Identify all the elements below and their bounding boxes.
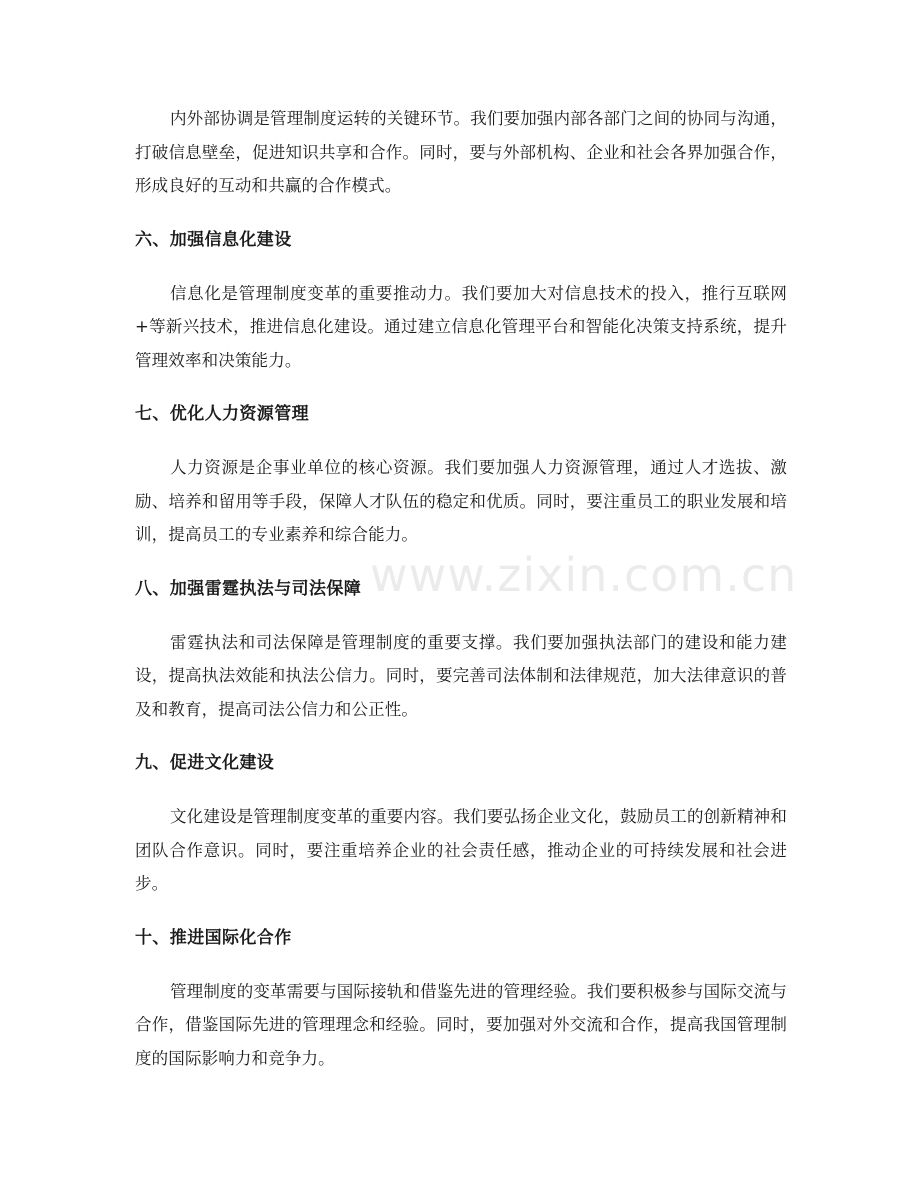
- document-body: [135, 102, 787, 1075]
- section-paragraph-10: 管理制度的变革需要与国际接轨和借鉴先进的管理经验。我们要积极参与国际交流与合作，借鉴国际先进的管理理念和经验。同时，要加强对外交流和合作，提高我国管理制度的国际影响力和竞争力。: [135, 981, 787, 1068]
- section-heading-8: 八、加强雷霆执法与司法保障: [135, 578, 362, 599]
- section-paragraph-6: 信息化是管理制度变革的重要推动力。我们要加大对信息技术的投入，推行互联网+等新兴技术，推进信息化建设。通过建立信息化管理平台和智能化决策支持系统，提升管理效率和决策能力。: [135, 283, 787, 370]
- intro-paragraph: 内外部协调是管理制度运转的关键环节。我们要加强内部各部门之间的协同与沟通，打破信息壁垒，促进知识共享和合作。同时，要与外部机构、企业和社会各界加强合作，形成良好的互动和共赢的合作模式。: [135, 109, 787, 195]
- section-paragraph-7: 人力资源是企事业单位的核心资源。我们要加强人力资源管理，通过人才选拔、激励、培养和留用等手段，保障人才队伍的稳定和优质。同时，要注重员工的职业发展和培训，提高员工的专业素养和综合能力。: [135, 458, 787, 544]
- section-heading-9: 九、促进文化建设: [135, 753, 275, 773]
- section-heading-10: 十、推进国际化合作: [135, 927, 292, 948]
- section-heading-6: 六、加强信息化建设: [135, 229, 292, 250]
- section-paragraph-9: 文化建设是管理制度变革的重要内容。我们要弘扬企业文化，鼓励员工的创新精神和团队合作意识。同时，要注重培养企业的社会责任感，推动企业的可持续发展和社会进步。: [135, 807, 787, 893]
- section-heading-7: 七、优化人力资源管理: [135, 404, 309, 424]
- watermark-text: www.zixin.com.cn: [370, 548, 798, 602]
- section-paragraph-8: 雷霆执法和司法保障是管理制度的重要支撑。我们要加强执法部门的建设和能力建设，提高执法效能和执法公信力。同时，要完善司法体制和法律规范，加大法律意识的普及和教育，提高司法公信力和公正性。: [135, 632, 787, 719]
